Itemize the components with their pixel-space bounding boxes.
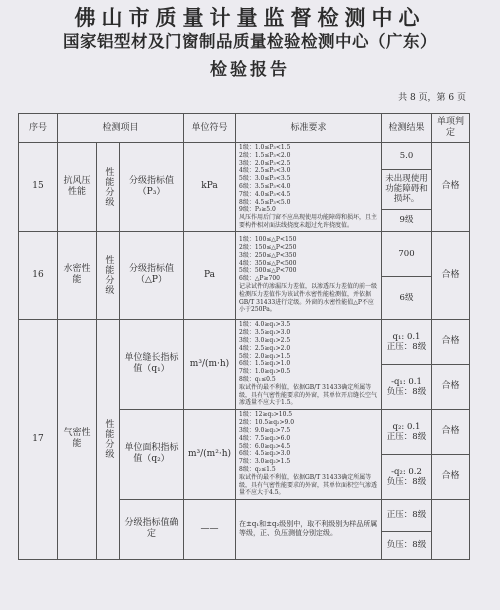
requirement-text: 1级：1.0≤P₃<1.5 2级：1.5≤P₃<2.0 3级：2.0≤P₃<2.5 4级：2.5≤P₃<3.0 5级：3.0≤P₃<3.5 6级：3.5≤P₃<4.0 7级：4.0≤P₃<4.5 8级：4.5≤P₃<5.0 9级：P₃≥5.0 风压作用后门窗不应出现使用功能障碍和损坏，且主要构件相对面法线挠度未超过允许挠度值。 [236, 143, 382, 232]
judgement: 合格 [432, 319, 470, 364]
requirement-text: 在±q₁和±q₂级别中，取不利级别为样品所属等级，正、负压测值分别定级。 [236, 499, 382, 559]
result-value: 6级 [382, 276, 432, 319]
result-value: 正压：8级 [382, 499, 432, 531]
row-number: 16 [19, 231, 58, 319]
index-label: 分级指标值（P₃） [120, 143, 184, 232]
page-indicator: 共 8 页，第 6 页 [398, 93, 466, 103]
row-number: 17 [19, 319, 58, 559]
grade-label: 性能分级 [103, 419, 114, 460]
table-row [19, 319, 470, 364]
result-value: -q₁: 0.1 负压：8级 [382, 364, 432, 409]
result-value: 5.0 [382, 143, 432, 170]
item-name: 气密性能 [58, 319, 97, 559]
index-label: 分级指标值（△P） [120, 231, 184, 319]
result-value: 700 [382, 231, 432, 276]
table-row [19, 231, 470, 276]
col-item: 检测项目 [58, 114, 184, 143]
index-label: 单位缝长指标值（q₁） [120, 319, 184, 409]
grade-label: 性能分级 [103, 255, 114, 296]
index-label: 单位面积指标值（q₂） [120, 409, 184, 499]
inspection-table [18, 113, 470, 560]
unit-label: m³/(m·h) [184, 319, 236, 409]
result-value: q₁: 0.1 正压：8级 [382, 319, 432, 364]
col-unit: 单位符号 [184, 114, 236, 143]
col-requirement: 标准要求 [236, 114, 382, 143]
col-result: 检测结果 [382, 114, 432, 143]
judgement: 合格 [432, 364, 470, 409]
judgement: 合格 [432, 409, 470, 454]
col-seq: 序号 [19, 114, 58, 143]
table-header-row [19, 114, 470, 143]
unit-label: Pa [184, 231, 236, 319]
report-heading: 检验报告 [210, 60, 290, 80]
result-value: -q₂: 0.2 负压：8级 [382, 454, 432, 499]
result-value: 9级 [382, 209, 432, 231]
result-value: 负压：8级 [382, 531, 432, 559]
judgement: 合格 [432, 143, 470, 232]
requirement-text: 1级：4.0≥q₁>3.5 2级：3.5≥q₁>3.0 3级：3.0≥q₁>2.5 4级：2.5≥q₁>2.0 5级：2.0≥q₁>1.5 6级：1.5≥q₁>1.0 7级：1.0≥q₁>0.5 8级：q₁≤0.5 取试件的最不利值，依据GB/T 31433确定所属等级，具有气密性能要求的外窗，其单位开启缝长空气渗透量不应大于1.5。 [236, 319, 382, 409]
unit-label: m³/(m²·h) [184, 409, 236, 499]
report-subtitle: 国家铝型材及门窗制品质量检验检测中心（广东） [63, 32, 437, 51]
item-name: 水密性能 [58, 231, 97, 319]
judgement-empty [432, 499, 470, 559]
result-value: 未出现使用功能障碍和损坏。 [382, 169, 432, 209]
row-number: 15 [19, 143, 58, 232]
judgement: 合格 [432, 454, 470, 499]
col-judgement: 单项判定 [432, 114, 470, 143]
grade-label: 性能分级 [103, 166, 114, 207]
judgement: 合格 [432, 231, 470, 319]
requirement-text: 1级：100≤△P<150 2级：150≤△P<250 3级：250≤△P<350 4级：350≤△P<500 5级：500≤△P<700 6级：△P≥700 记录试件的渗漏压力差值，以渗透压力差值的前一级检测压力差值作为该试件水密性能检测值，并依据GB/T 31433进行定级。外窗的水密性能值△P不应小于250Pa。 [236, 231, 382, 319]
unit-label: kPa [184, 143, 236, 232]
unit-label: —— [184, 499, 236, 559]
index-label: 分级指标值确定 [120, 499, 184, 559]
result-value: q₂: 0.1 正压：8级 [382, 409, 432, 454]
requirement-text: 1级：12≥q₂>10.5 2级：10.5≥q₂>9.0 3级：9.0≥q₂>7.5 4级：7.5≥q₂>6.0 5级：6.0≥q₂>4.5 6级：4.5≥q₂>3.0 7级：3.0≥q₂>1.5 8级：q₂≤1.5 取试件的最不利值，依据GB/T 31433确定所属等级，具有气密性能要求的外窗，其单位面积空气渗透量不应大于4.5。 [236, 409, 382, 499]
item-name: 抗风压性能 [58, 143, 97, 232]
report-title: 佛山市质量计量监督检测中心 [74, 5, 426, 30]
table-row [19, 143, 470, 170]
